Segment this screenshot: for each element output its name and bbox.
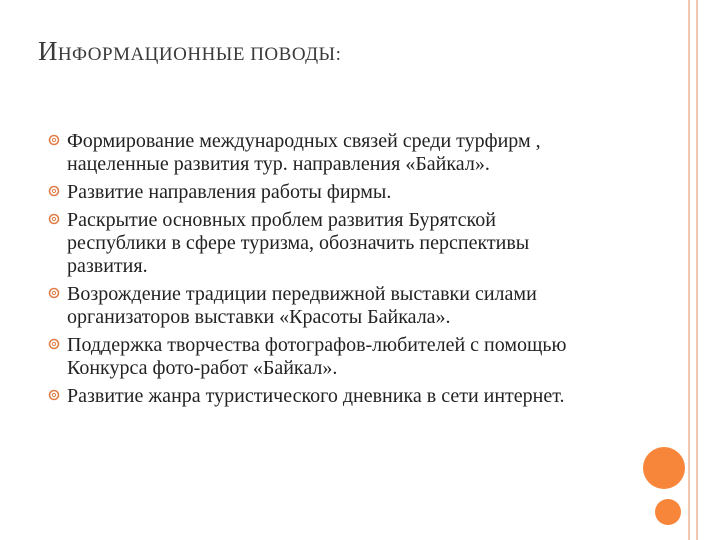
slide-title — [38, 36, 341, 67]
decorative-circle — [655, 499, 681, 525]
list-item — [48, 209, 593, 278]
list-item-text: Формирование международных связей среди турфирм , нацеленные развития тур. направления «Байкал». — [67, 130, 541, 175]
list-item-text: Поддержка творчества фотографов-любителей с помощью Конкурса фото-работ «Байкал». — [67, 334, 567, 379]
decorative-circle — [643, 447, 685, 489]
bullet-list — [48, 130, 593, 413]
decorative-rule — [688, 0, 690, 540]
list-item — [48, 283, 593, 329]
ring-bullet-icon — [48, 338, 60, 350]
title-initial: И — [38, 36, 58, 66]
list-item-text: Развитие жанра туристического дневника в сети интернет. — [67, 385, 565, 407]
decorative-rule — [696, 0, 698, 540]
list-item — [48, 130, 593, 176]
list-item-text: Развитие направления работы фирмы. — [67, 181, 392, 203]
title-rest: НФОРМАЦИОННЫЕ ПОВОДЫ: — [57, 44, 342, 65]
list-item — [48, 334, 593, 380]
ring-bullet-icon — [48, 389, 60, 401]
list-item-text: Возрождение традиции передвижной выставки силами организаторов выставки «Красоты Байкала». — [67, 283, 537, 328]
ring-bullet-icon — [48, 287, 60, 299]
list-item — [48, 385, 593, 408]
list-item — [48, 181, 593, 204]
list-item-text: Раскрытие основных проблем развития Бурятской республики в сфере туризма, обозначить перспективы развития. — [67, 209, 530, 277]
ring-bullet-icon — [48, 213, 60, 225]
ring-bullet-icon — [48, 134, 60, 146]
ring-bullet-icon — [48, 185, 60, 197]
